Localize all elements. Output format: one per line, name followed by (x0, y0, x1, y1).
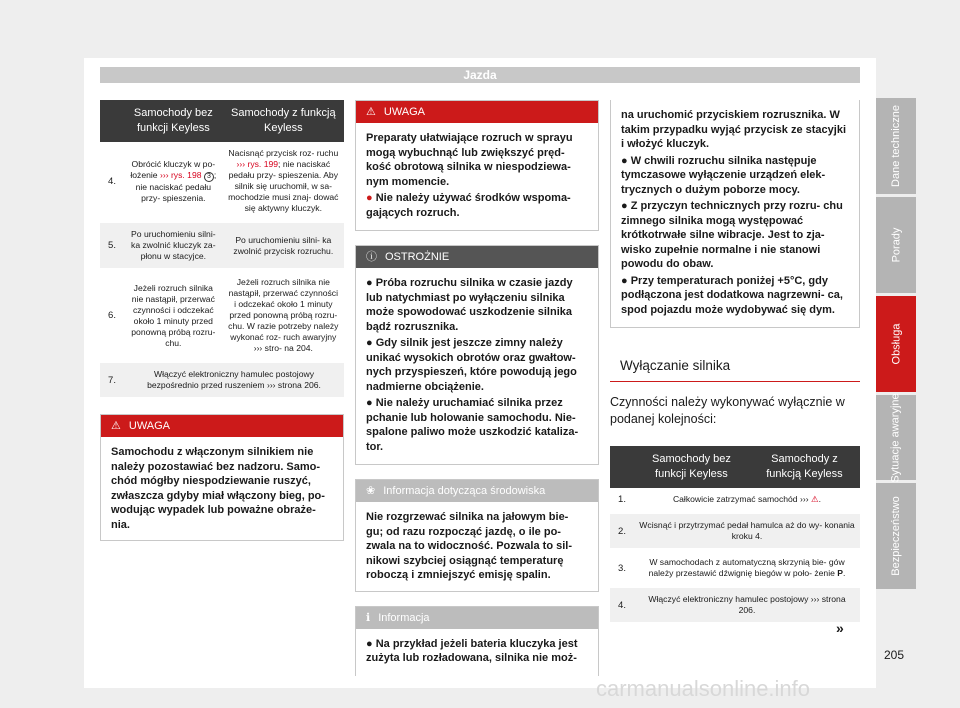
col-header-keyless-yes: Samochody z funkcją Keyless (223, 100, 344, 142)
section-title: Wyłączanie silnika (610, 342, 860, 382)
col-header-keyless-no: Samochody bez funkcji Keyless (124, 100, 223, 142)
table-row: 4. Obrócić kluczyk w po- łożenie ››› rys. 198 3 ; nie naciskać pedału przy- spieszenia. Nacisnąć przycisk roz- ruchu ››› rys. 199; nie naciskać pedału przy- spieszenia. Aby silnik się uruchomił, w sa- mochodzie musi znaj- dować się aktywny kluczyk. (100, 142, 344, 222)
table-row: 4. Włączyć elektroniczny hamulec postojowy ››› strona 206. (610, 587, 860, 624)
bullet-icon: ● (366, 192, 373, 204)
table-row: 1. Całkowicie zatrzymać samochód ››› ⚠. (610, 488, 860, 513)
warning-triangle-icon: ⚠ (366, 106, 376, 118)
info-box: ℹ Informacja ● Na przykład jeżeli bateria kluczyka jest zużyta lub rozładowana, silnika nie moż- (355, 606, 599, 676)
watermark: carmanualsonline.info (596, 676, 811, 701)
caution-box: ⓘ OSTROŻNIE ● Próba rozruchu silnika w czasie jazdy lub natychmiast po wyłączeniu silnika może spowodować uszkodzenie silnika bądź rozrusznika. ● Gdy silnik jest jeszcze zimny należy unikać wysokich obrotów oraz gwałtow- nych przyspieszeń, które powodują jego nadmierne obciążenie. ● Nie należy uruchamiać silnika przez pchanie lub holowanie samochodu. Nie- spalone paliwo może uszkodzić kataliza- tor. (355, 245, 599, 465)
bullet-icon: ● (366, 277, 373, 289)
bullet-icon: ● (366, 637, 373, 650)
tab-dane-techniczne[interactable]: Dane techniczne (876, 98, 916, 194)
callout-number: 3 (204, 172, 214, 182)
info-icon: ℹ (366, 611, 371, 624)
running-header: Jazda (100, 67, 860, 83)
bullet-icon: ● (366, 337, 373, 349)
column-right (610, 100, 860, 625)
tab-sytuacje-awaryjne[interactable]: Sytuacje awaryjne (876, 395, 916, 480)
tab-porady[interactable]: Porady (876, 197, 916, 293)
bullet-icon: ● (366, 397, 373, 409)
tab-obsluga[interactable]: Obsługa (876, 296, 916, 392)
column-left (100, 100, 344, 555)
figure-ref-link[interactable]: ››› rys. 199 (236, 159, 279, 169)
exclamation-circle-icon: ⓘ (366, 251, 377, 263)
section-intro: Czynności należy wykonywać wyłącznie w podanej kolejności: (610, 395, 845, 426)
table-corner (100, 100, 124, 142)
warning-triangle-icon: ⚠ (111, 420, 121, 432)
warning-box: ⚠ UWAGA Samochodu z włączonym silnikiem nie należy pozostawiać bez nadzoru. Samo- chód mógłby niespodziewanie ruszyć, zwłaszcza gdyby miał włączony bieg, po- wodując wypadek lub poważne obraże- nia. (100, 414, 344, 541)
stop-table: Samochody bez funkcji Keyless Samochody z funkcją Keyless 1. Całkowicie zatrzymać samochód ››› ⚠. 2. Wcisnąć i przytrzymać pedał hamulca aż do wy- konania kroku 4. 3. W samochodach z automatyczną skrzynią bie- gów należy przestawić dźwignię biegów w poło- żenie P. 4. Włączyć elektroniczny hamulec postojowy ››› strona 206. (610, 446, 860, 625)
table-row: 3. W samochodach z automatyczną skrzynią bie- gów należy przestawić dźwignię biegów w poło- żenie P. (610, 550, 860, 587)
bullet-icon: ● (621, 154, 628, 167)
bullet-icon: ● (621, 200, 628, 212)
table-row: 6. Jeżeli rozruch silnika nie nastąpił, przerwać czynności i odczekać około 1 minuty przed ponowną próbą rozru- chu. Jeżeli rozruch silnika nie nastąpił, przerwać czynności i odczekać około 1 minuty przed ponowną próbą rozru- chu. W razie potrzeby należy wykonać roz- ruch awaryjny ››› stro- na 204. (100, 270, 344, 362)
info-box-continued: na uruchomić przyciskiem rozrusznika. W takim przypadku wyjąć przycisk ze stacyjki i włożyć kluczyk. ● W chwili rozruchu silnika następuje tymczasowe wyłączenie urządzeń elek- trycznych o dużym poborze mocy. ● Z przyczyn technicznych przy rozru- chu zimnego silnika mogą występować krótkotrwałe silne wibracje. Jest to zja- wisko zupełnie normalne i nie stanowi powodu do obaw. ● Przy temperaturach poniżej +5°C, gdy podłączona jest dodatkowa nagrzewni- ca, spod pojazdu może wydobywać się dym. (610, 100, 860, 328)
leaf-icon: ❀ (366, 485, 376, 497)
warning-triangle-icon: ⚠ (810, 494, 819, 504)
page-number: 205 (884, 648, 905, 662)
cell: Nacisnąć przycisk roz- ruchu ››› rys. 199; nie naciskać pedału przy- spieszenia. Aby silnik się uruchomił, w sa- mochodzie musi znaj- dować się aktywny kluczyk. (223, 142, 344, 222)
tab-bezpieczenstwo[interactable]: Bezpieczeństwo (876, 483, 916, 589)
table-row: 5. Po uruchomieniu silni- ka zwolnić kluczyk za- płonu w stacyjce. Po uruchomieniu silni- ka zwolnić przycisk rozruchu. (100, 222, 344, 270)
environment-box: ❀ Informacja dotycząca środowiska Nie rozgrzewać silnika na jałowym bie- gu; od razu rozpocząć jazdę, o ile po- zwala na to widoczność. Pozwala to sil- nikowi szybciej osiągnąć temperaturę roboczą i zmniejszyć emisję spalin. (355, 479, 599, 592)
warning-box: ⚠ UWAGA Preparaty ułatwiające rozruch w sprayu mogą wybuchnąć lub zwiększyć pręd- kość obrotową silnika w niespodziewa- nym momencie. ● Nie należy używać środków wspoma- gających rozruch. (355, 100, 599, 231)
bullet-icon: ● (621, 274, 628, 287)
column-middle (355, 100, 599, 690)
cell: Obrócić kluczyk w po- łożenie ››› rys. 198 3 ; nie naciskać pedału przy- spieszenia. (124, 142, 223, 222)
table-row: 2. Wcisnąć i przytrzymać pedał hamulca aż do wy- konania kroku 4. (610, 513, 860, 550)
figure-ref-link[interactable]: ››› rys. 198 (159, 169, 202, 180)
start-table (100, 100, 344, 400)
next-page-arrow[interactable]: » (836, 620, 844, 636)
table-row: 7. Włączyć elektroniczny hamulec postojowy bezpośrednio przed ruszeniem ››› strona 206. (100, 362, 344, 399)
